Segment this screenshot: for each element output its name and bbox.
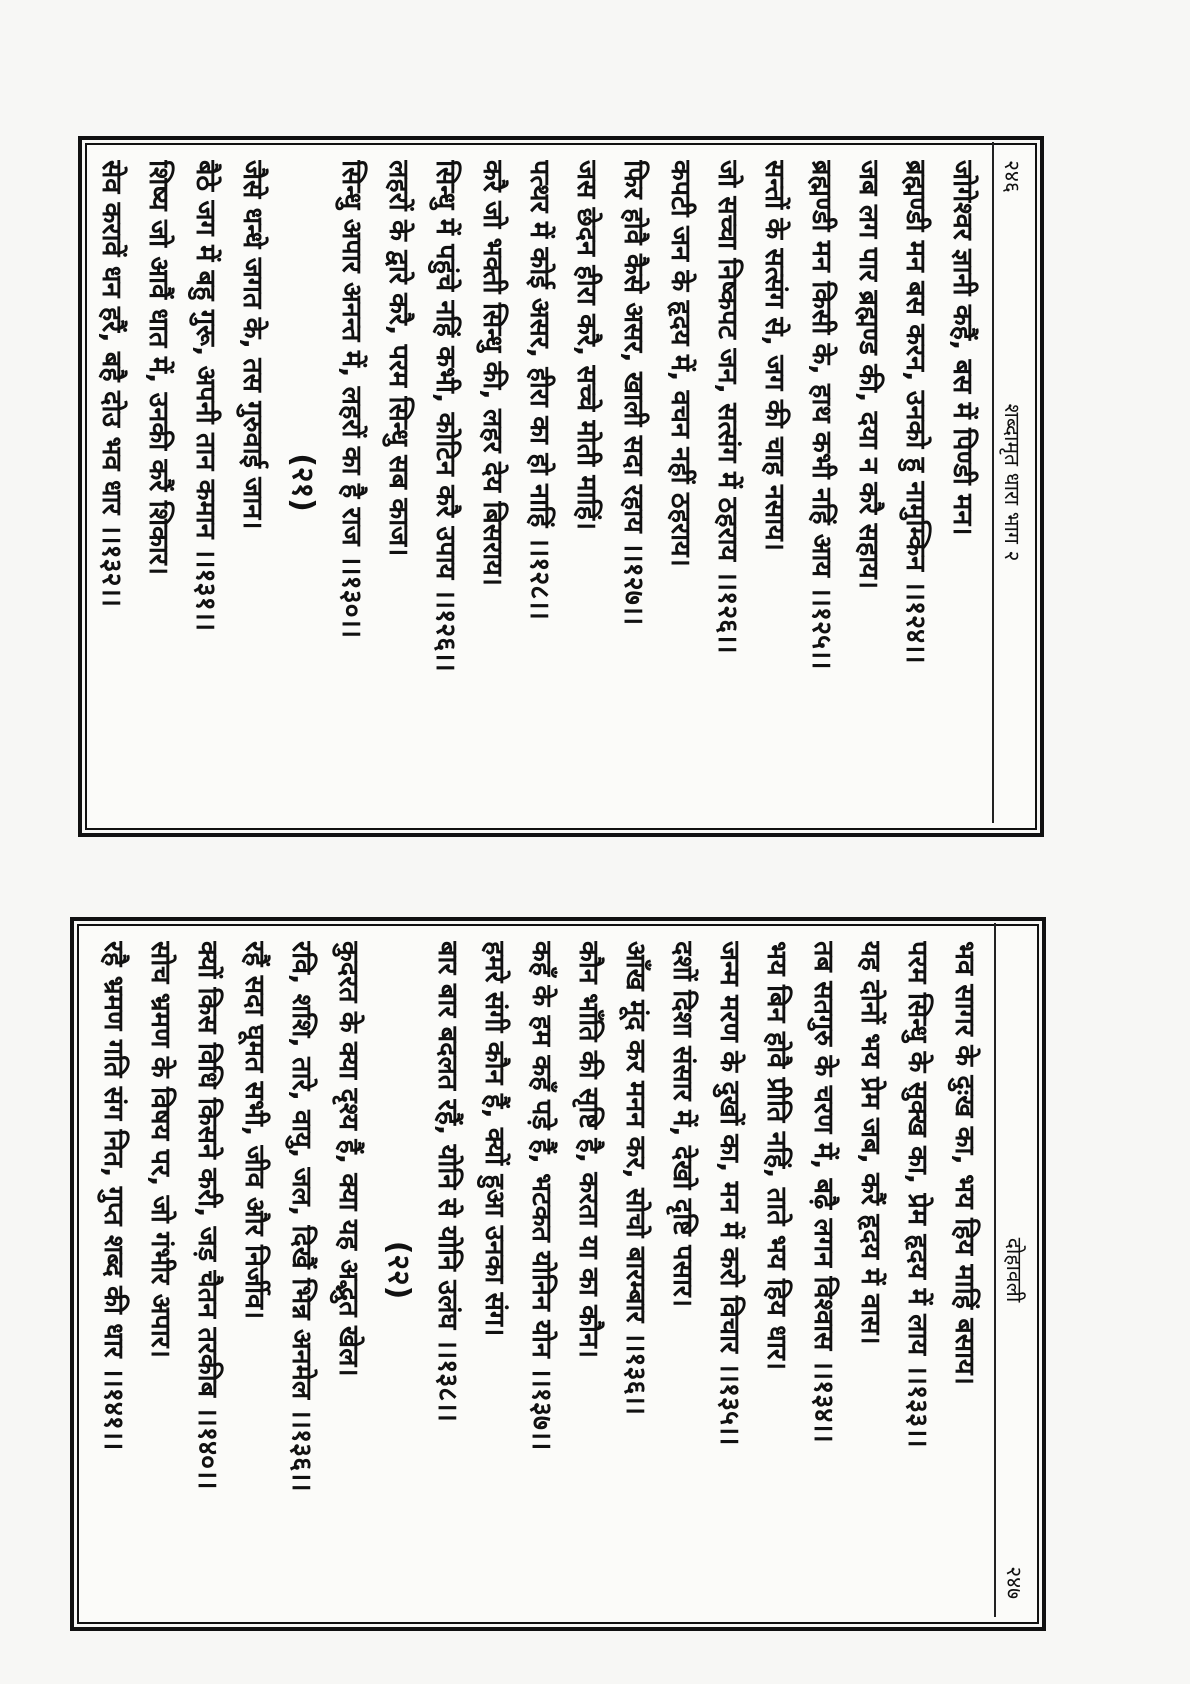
top-page-verses	[88, 142, 992, 823]
verse-line: ब्रह्मण्डी मन किसी के, हाथ कभी नहिं आय ।।१२५।।	[806, 160, 837, 670]
verse-line: पत्थर में कोई असर, हीरा का हो नाहिं ।।१२८।।	[524, 160, 555, 620]
verse-line: जो सच्चा निष्कपट जन, सत्संग में ठहराय ।।१२६।।	[712, 160, 743, 654]
verse-line: सन्तों के सत्संग से, जग की चाह नसाय।	[759, 160, 790, 551]
verse-line: सिन्धु में पहुंचे नहिं कभी, कोटिन करै उपाय ।।१२६।।	[430, 160, 461, 672]
top-page	[84, 142, 1030, 823]
verse-line: फिर होवै कैसे असर, खाली सदा रहाय ।।१२७।।	[618, 160, 649, 626]
section-number: (२१)	[285, 453, 320, 512]
verse-line: लहरों के द्वारे करै, परम सिन्धु सब काज।	[383, 160, 414, 557]
verse-line: जस छेदन हीरा करै, सच्चे मोती माहिं।	[571, 160, 602, 531]
verse-line: तब सतगुरु के चरण में, बढ़ै लगन विश्वास ।।१३४।।	[808, 941, 839, 1443]
verse-line: बार बार बदलत रहैं, योनि से योनि उलंघ ।।१३८।।	[432, 941, 463, 1422]
verse-line: बैठे जग में बहु गुरू, अपनी तान कमान ।।१३१।।	[190, 160, 221, 632]
verse-line: सोच भ्रमण के विषय पर, जो गंभीर अपार।	[145, 941, 176, 1358]
top-page-title: शब्दामृत धारा भाग २	[1000, 403, 1024, 562]
bottom-page-verses	[90, 923, 994, 1617]
verse-line: रवि, शशि, तारे, वायु, जल, दिखैं भिन्न अनमेल ।।१३६।।	[286, 941, 317, 1492]
verse-line: भव सागर के दुःख का, भय हिय माहिं बसाय।	[949, 941, 980, 1385]
verse-line: क्यों किस विधि किसने करी, जड़ चैतन तरकीब ।।१४०।।	[192, 941, 223, 1490]
verse-line: रहै भ्रमण गति संग नित, गुप्त शब्द की धार ।।१४१।।	[98, 941, 129, 1451]
section-number: (२२)	[381, 1240, 416, 1300]
verse-line: हमरे संगी कौन हैं, क्यों हुआ उनका संग।	[479, 941, 510, 1337]
bottom-page	[76, 923, 1032, 1617]
verse-line: आँख मूंद कर मनन कर, सोचो बारम्बार ।।१३६।।	[620, 941, 651, 1416]
verse-line: भय बिन होवै प्रीति नहिं, ताते भय हिय धार।	[761, 941, 792, 1371]
verse-line: परम सिन्धु के सुक्ख का, प्रेम हृदय में लाय ।।१३३।।	[902, 941, 933, 1448]
verse-line: जब लग पार ब्रह्मण्ड की, दया न करै सहाय।	[853, 160, 884, 590]
verse-line: यह दोनों भय प्रेम जब, करैं हृदय में वास।	[855, 941, 886, 1345]
verse-line: कहँ के हम कहँ पड़े हैं, भटकत योनिन योन ।।१३७।।	[526, 941, 557, 1451]
bottom-page-header	[994, 923, 1032, 1617]
verse-line: ब्रह्मण्डी मन बस करन, उनको हु नामुम्किन ।।१२४।।	[900, 160, 931, 664]
verse-line: सिन्धु अपार अनन्त में, लहरों का है राज ।।१३०।।	[336, 160, 367, 639]
verse-line: शिष्य जो आवैं धात में, उनकी करैं शिकार।	[143, 160, 174, 576]
verse-line: सेव करावें धन हरैं, बहै दोउ भव धार ।।१३२।।	[96, 160, 127, 608]
verse-line: कपटी जन के हृदय में, वचन नहीं ठहराय।	[665, 160, 696, 567]
bottom-page-number: २४७	[1002, 1566, 1026, 1599]
verse-line: दशों दिशा संसार में, देखो दृष्टि पसार।	[667, 941, 698, 1308]
verse-line: जन्म मरण के दुखों का, मन में करो विचार ।।१३५।।	[714, 941, 745, 1446]
verse-line: जोगेश्वर ज्ञानी कहैं, बस में पिण्डी मन।	[947, 160, 978, 536]
bottom-page-title: दोहावली	[1002, 1237, 1026, 1303]
verse-line: रहैं सदा घूमत सभी, जीव और निर्जीव।	[239, 941, 270, 1320]
verse-line: कौन भाँति की सृष्टि है, करता या का कौन।	[573, 941, 604, 1359]
top-page-number: २४६	[1000, 160, 1024, 193]
verse-line: करै जो भक्ती सिन्धु की, लहर देय बिसराय।	[477, 160, 508, 587]
verse-line: जैसे धन्धे जगत के, तस गुरुवाई जान।	[237, 160, 268, 530]
verse-line: कुदरत के क्या दृश्य हैं, क्या यह अद्भुत खेल।	[333, 941, 364, 1377]
top-page-header	[992, 142, 1030, 823]
